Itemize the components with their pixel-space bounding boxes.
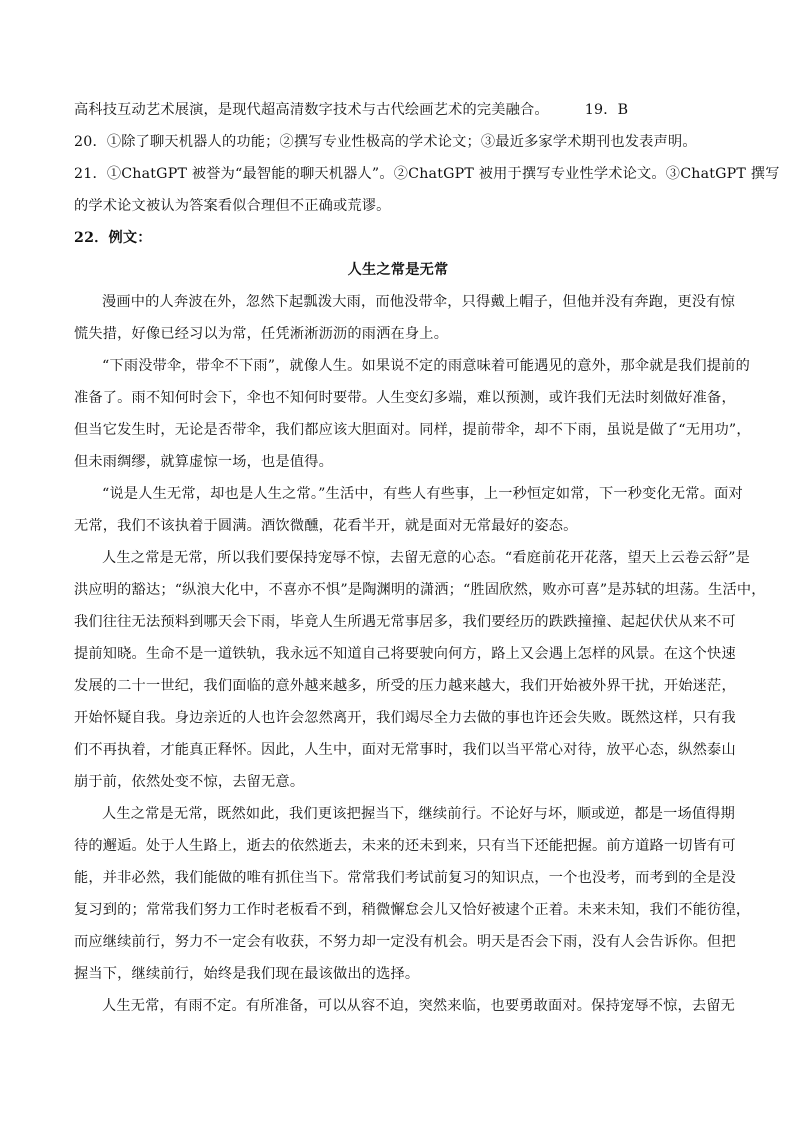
- answer-22-label: 22．例文：: [74, 230, 152, 246]
- paragraph-5-line: 能，并非必然，我们能做的唯有抓住当下。常常我们考试前复习的知识点，一个也没考，而考到的全是没: [74, 870, 736, 886]
- essay-title: 人生之常是无常: [347, 262, 449, 278]
- paragraph-5-line: 复习到的；常常我们努力工作时老板看不到，稍微懈怠会儿又恰好被逮个正着。未来未知，我们不能彷徨，: [74, 902, 751, 918]
- paragraph-4-line: 洪应明的豁达；“纵浪大化中，不喜亦不惧”是陶渊明的潇洒；“胜固欣然，败亦可喜”是苏轼的坦荡。生活中，: [74, 582, 766, 598]
- paragraph-4-line: 们不再执着，才能真正释怀。因此，人生中，面对无常事时，我们以当平常心对待，放平心态，纵然泰山: [74, 742, 736, 758]
- paragraph-5-line: 人生之常是无常，既然如此，我们更该把握当下，继续前行。不论好与坏，顺或逆，都是一场值得期: [102, 806, 736, 822]
- paragraph-2-line: 但当它发生时，无论是否带伞，我们都应该大胆面对。同样，提前带伞，却不下雨，虽说是做了“无用功”，: [74, 422, 751, 438]
- paragraph-5-line: 而应继续前行，努力不一定会有收获，不努力却一定没有机会。明天是否会下雨，没有人会告诉你。但把: [74, 934, 736, 950]
- paragraph-5-line: 待的邂逅。处于人生路上，逝去的依然逝去，未来的还未到来，只有当下还能把握。前方道路一切皆有可: [74, 838, 736, 854]
- paragraph-4-line: 发展的二十一世纪，我们面临的意外越来越多，所受的压力越来越大，我们开始被外界干扰，开始迷茫，: [74, 678, 736, 694]
- paragraph-1-line: 漫画中的人奔波在外，忽然下起瓢泼大雨，而他没带伞，只得戴上帽子，但他并没有奔跑，更没有惊: [102, 294, 736, 310]
- paragraph-6-line: 人生无常，有雨不定。有所准备，可以从容不迫，突然来临，也要勇敢面对。保持宠辱不惊，去留无: [102, 998, 736, 1014]
- paragraph-5-line: 握当下，继续前行，始终是我们现在最该做出的选择。: [74, 966, 420, 982]
- paragraph-4-line: 我们往往无法预料到哪天会下雨，毕竟人生所遇无常事居多，我们要经历的跌跌撞撞、起起伏伏从来不可: [74, 614, 736, 630]
- answer-20: 20．①除了聊天机器人的功能；②撰写专业性极高的学术论文；③最近多家学术期刊也发表声明。: [74, 134, 697, 150]
- paragraph-4-line: 崩于前，依然处变不惊，去留无意。: [74, 774, 305, 790]
- paragraph-3-line: 无常，我们不该执着于圆满。酒饮微醺，花看半开，就是面对无常最好的姿态。: [74, 518, 578, 534]
- paragraph-1-line: 慌失措，好像已经习以为常，任凭淅淅沥沥的雨洒在身上。: [74, 326, 449, 342]
- answer-21-line2: 的学术论文被认为答案看似合理但不正确或荒谬。: [74, 198, 391, 214]
- paragraph-4-line: 开始怀疑自我。身边亲近的人也许会忽然离开，我们竭尽全力去做的事也许还会失败。既然这样，只有我: [74, 710, 736, 726]
- answer-line-19: [74, 99, 722, 121]
- text-line: 高科技互动艺术展演，是现代超高清数字技术与古代绘画艺术的完美融合。: [74, 102, 549, 118]
- answer-21-line1: 21．①ChatGPT 被誉为“最智能的聊天机器人”。②ChatGPT 被用于撰写专业性学术论文。③ChatGPT 撰写: [74, 166, 780, 182]
- paragraph-2-line: 但未雨绸缪，就算虚惊一场，也是值得。: [74, 454, 333, 470]
- paragraph-3-line: “说是人生无常，却也是人生之常。”生活中，有些人有些事，上一秒恒定如常，下一秒变化无常。面对: [102, 486, 743, 502]
- paragraph-2-line: “下雨没带伞，带伞不下雨”，就像人生。如果说不定的雨意味着可能遇见的意外，那伞就是我们提前的: [102, 358, 750, 374]
- paragraph-4-line: 人生之常是无常，所以我们要保持宠辱不惊，去留无意的心态。“看庭前花开花落，望天上云卷云舒”是: [102, 550, 750, 566]
- paragraph-4-line: 提前知晓。生命不是一道铁轨，我永远不知道自己将要驶向何方，路上又会遇上怎样的风景。在这个快速: [74, 646, 736, 662]
- answer-19: 19．B: [584, 102, 629, 118]
- paragraph-2-line: 准备了。雨不知何时会下，伞也不知何时要带。人生变幻多端，难以预测，或许我们无法时刻做好准备，: [74, 390, 736, 406]
